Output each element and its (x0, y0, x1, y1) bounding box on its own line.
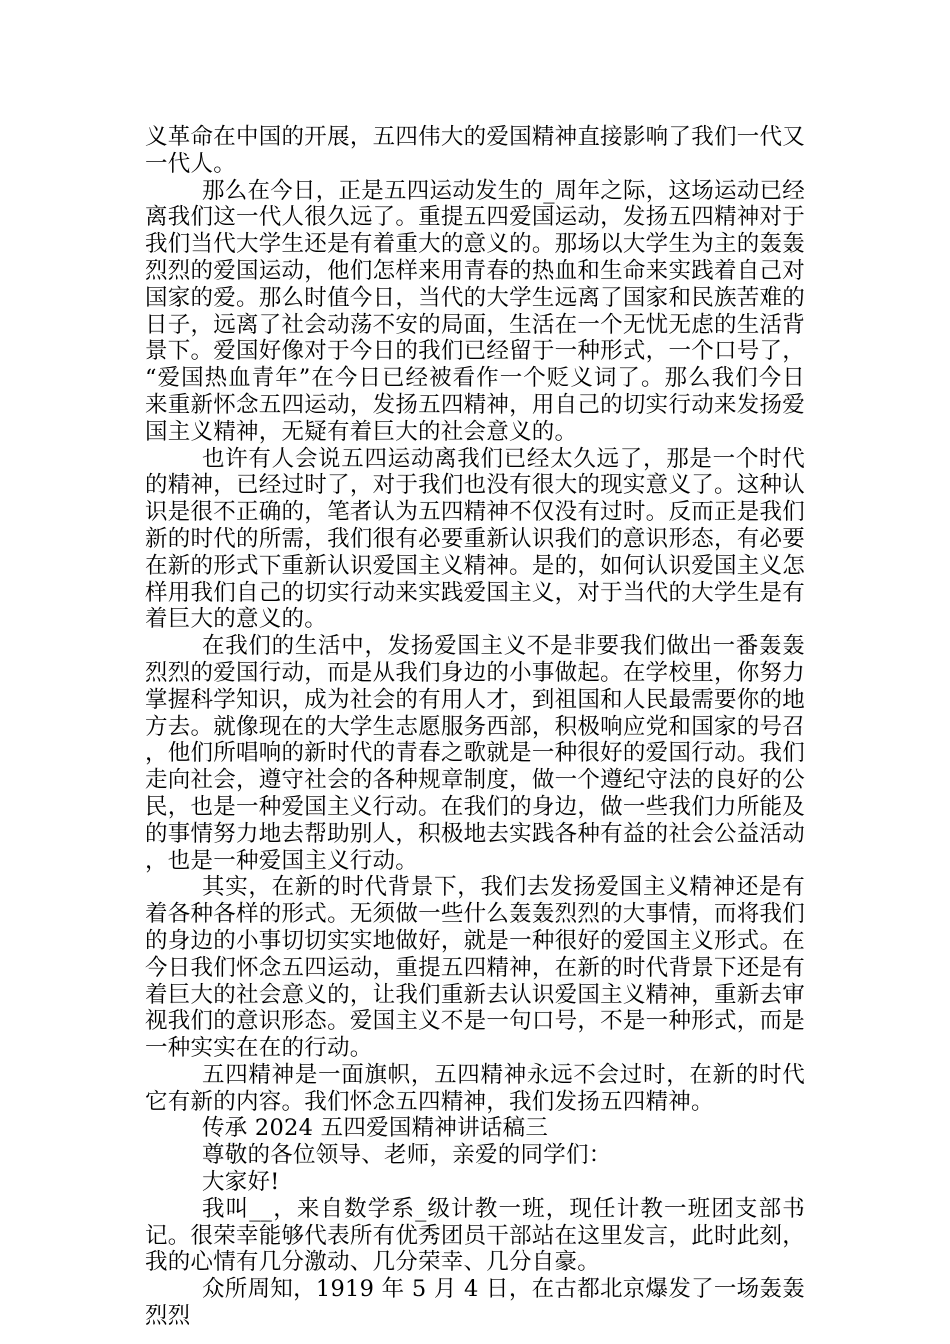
paragraph-not-outdated: 也许有人会说五四运动离我们已经太久远了，那是一个时代的精神，已经过时了，对于我们也没有很大的现实意义了。这种认识是很不正确的，笔者认为五四精神不仅没有过时。反而正是我们新的时代的所需，我们很有必要重新认识我们的意识形态，有必要在新的形式下重新认识爱国主义精神。是的，如何认识爱国主义怎样用我们自己的切实行动来实践爱国主义，对于当代的大学生是有着巨大的意义的。 (145, 445, 805, 633)
section-heading: 传承 2024 五四爱国精神讲话稿三 (202, 1115, 549, 1142)
paragraph-banner: 五四精神是一面旗帜，五四精神永远不会过时，在新的时代它有新的内容。我们怀念五四精神，我们发扬五四精神。 (145, 1061, 805, 1115)
paragraph-daily-life: 在我们的生活中，发扬爱国主义不是非要我们做出一番轰轰烈烈的爱国行动，而是从我们身边的小事做起。在学校里，你努力掌握科学知识，成为社会的有用人才，到祖国和人民最需要你的地方去。就像现在的大学生志愿服务西部，积极响应党和国家的号召，他们所唱响的新时代的青春之歌就是一种很好的爱国行动。我们走向社会，遵守社会的各种规章制度，做一个遵纪守法的良好的公民，也是一种爱国主义行动。在我们的身边，做一些我们力所能及的事情努力地去帮助别人，积极地去实践各种有益的社会公益活动，也是一种爱国主义行动。 (145, 633, 805, 874)
paragraph-continuation: 义革命在中国的开展，五四伟大的爱国精神直接影响了我们一代又一代人。 (145, 124, 805, 177)
paragraph-anniversary: 那么在今日，正是五四运动发生的_周年之际，这场运动已经离我们这一代人很久远了。重提五四爱国运动，发扬五四精神对于我们当代大学生还是有着重大的意义的。那场以大学生为主的轰轰烈烈的爱国运动，他们怎样来用青春的热血和生命来实践着自己对国家的爱。那么时值今日，当代的大学生远离了国家和民族苦难的日子，远离了社会动荡不安的局面，生活在一个无忧无虑的生活背景下。爱国好像对于今日的我们已经留于一种形式，一个口号了，“爱国热血青年”在今日已经被看作一个贬义词了。那么我们今日来重新怀念五四运动，发扬五四精神，用自己的切实行动来发扬爱国主义精神，无疑有着巨大的社会意义的。 (145, 177, 806, 445)
greeting: 大家好! (202, 1169, 280, 1196)
document-body (145, 124, 805, 1330)
paragraph-history: 众所周知，1919 年 5 月 4 日，在古都北京爆发了一场轰轰烈烈 (145, 1276, 805, 1330)
paragraph-new-era: 其实，在新的时代背景下，我们去发扬爱国主义精神还是有着各种各样的形式。无须做一些什么轰轰烈烈的大事情，而将我们的身边的小事切切实实地做好，就是一种很好的爱国主义形式。在今日我们怀念五四运动，重提五四精神，在新的时代背景下还是有着巨大的社会意义的，让我们重新去认识爱国主义精神，重新去审视我们的意识形态。爱国主义不是一句口号，不是一种形式，而是一种实实在在的行动。 (145, 874, 805, 1062)
salutation: 尊敬的各位领导、老师，亲爱的同学们： (202, 1142, 612, 1169)
paragraph-self-intro: 我叫__，来自数学系_级计教一班，现任计教一班团支部书记。很荣幸能够代表所有优秀团员干部站在这里发言，此时此刻，我的心情有几分激动、几分荣幸、几分自豪。 (145, 1195, 805, 1276)
